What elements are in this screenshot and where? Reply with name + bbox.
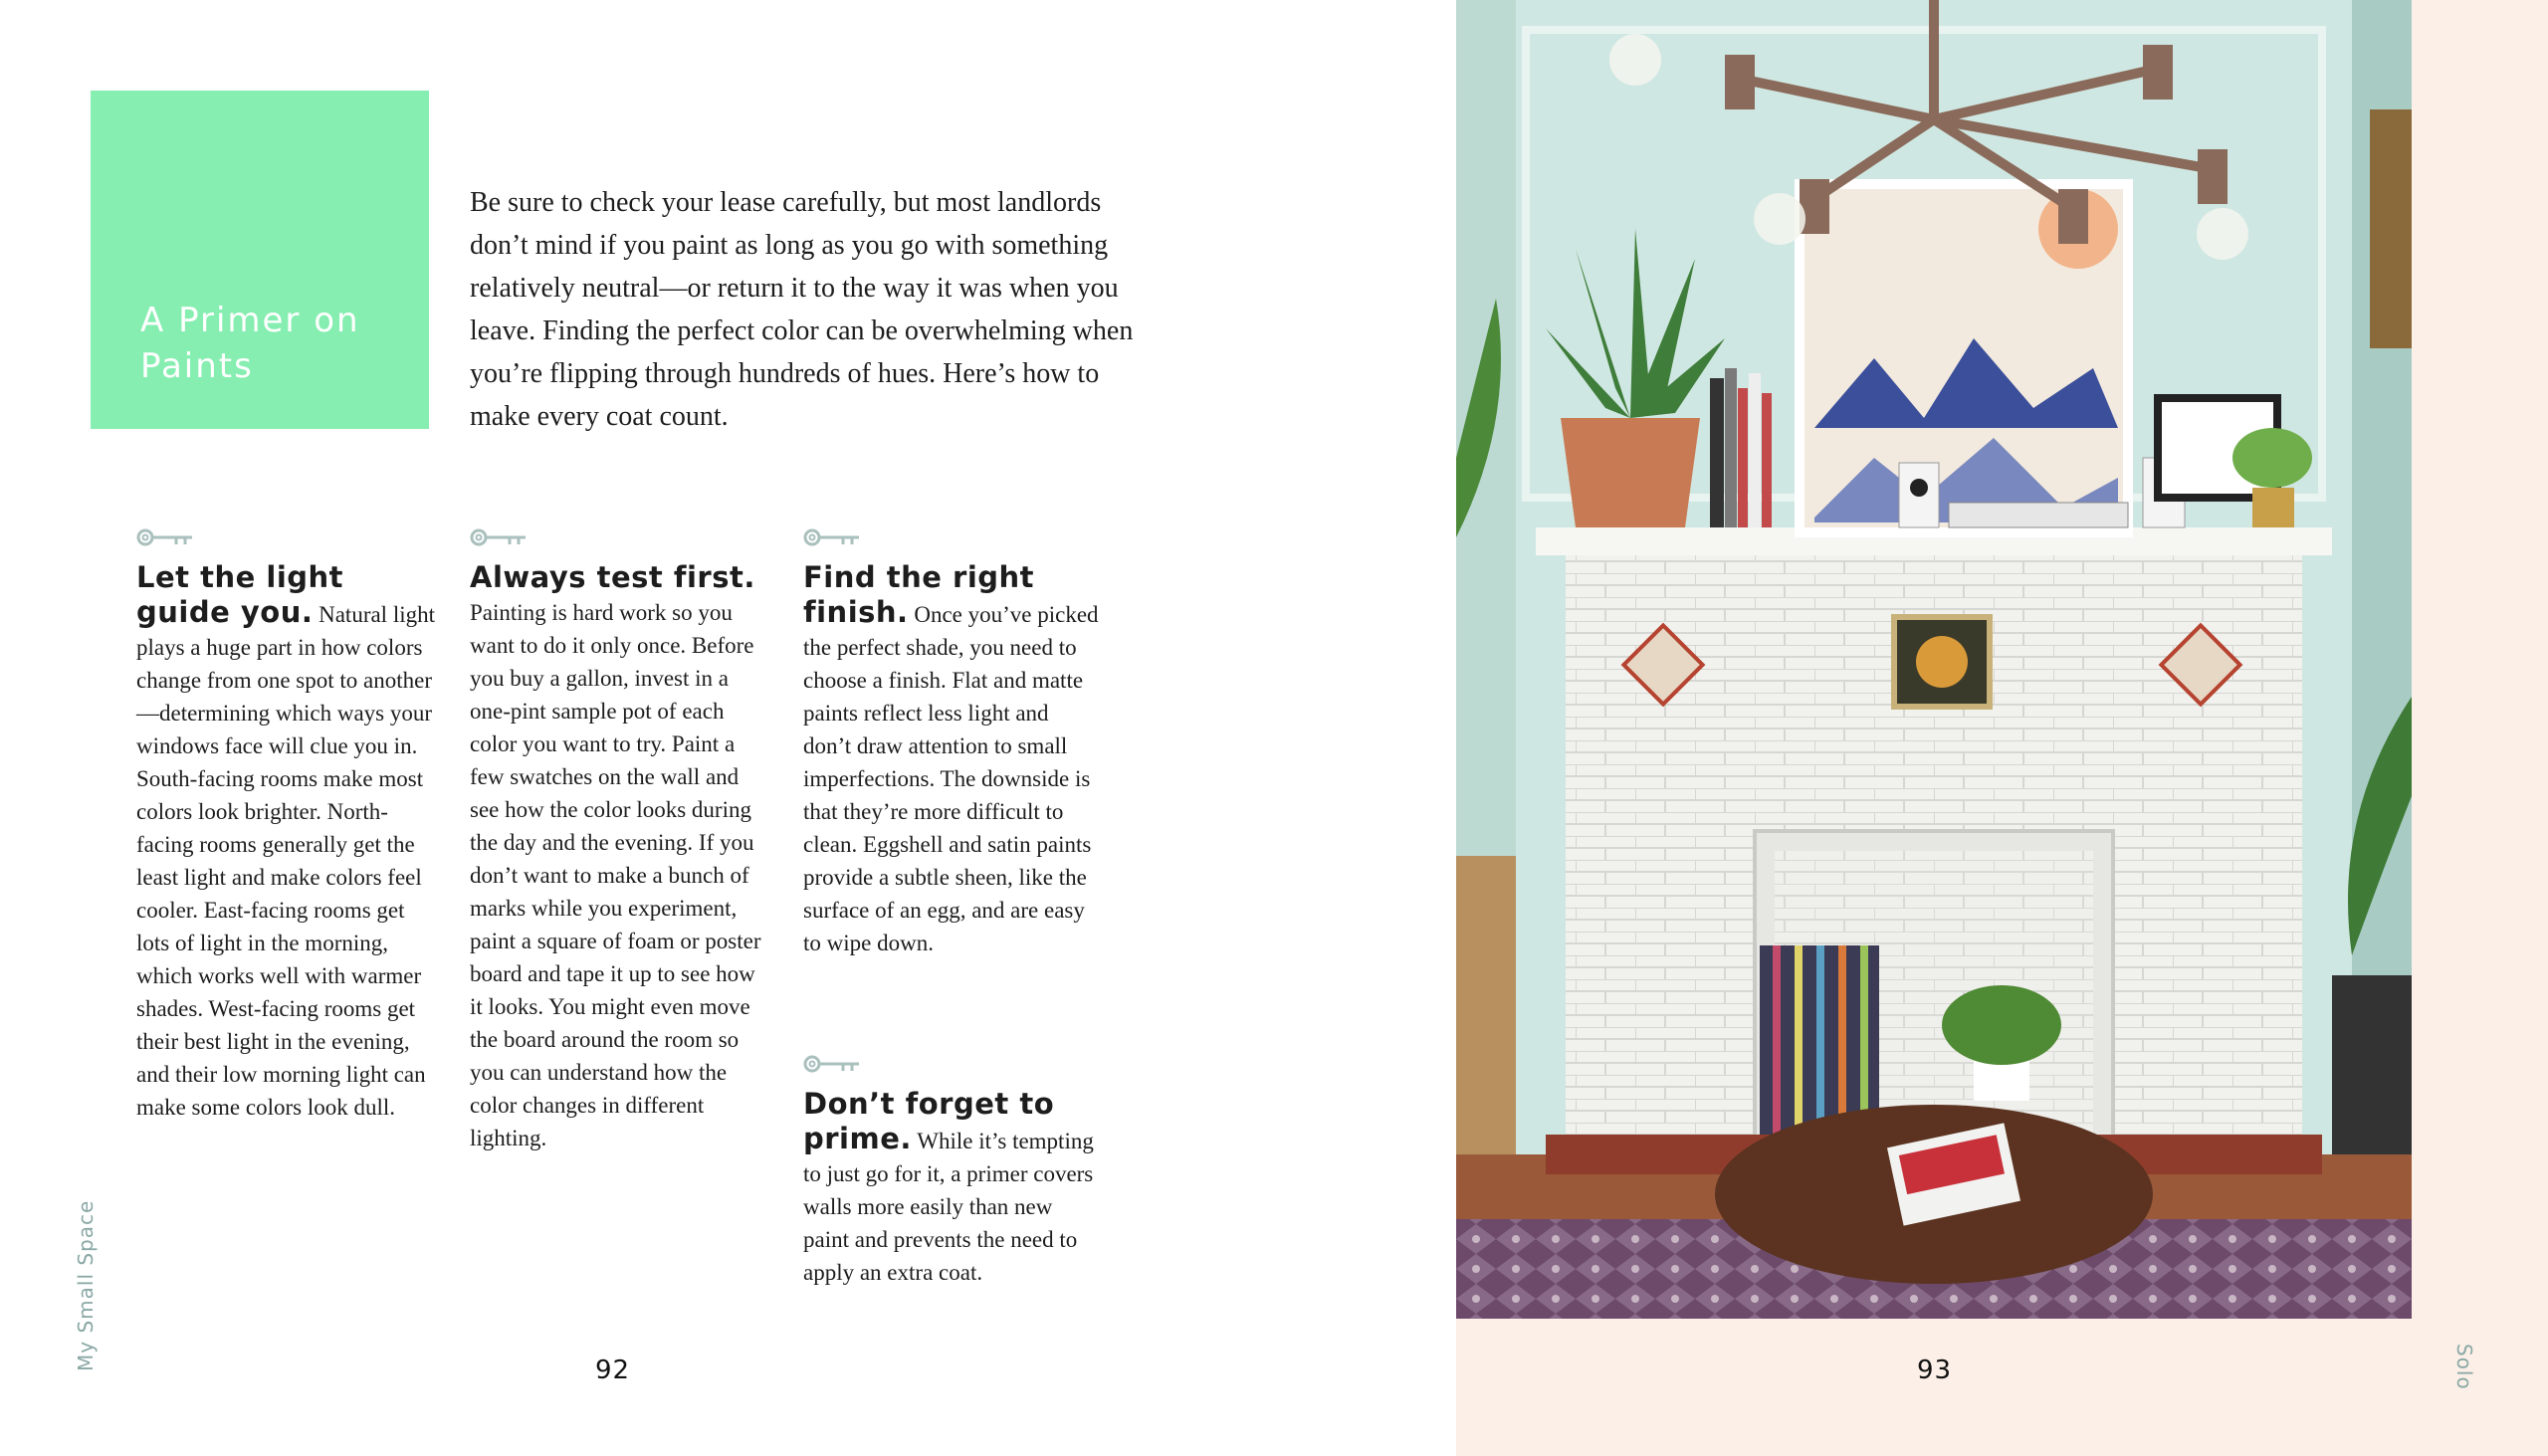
key-icon — [803, 1052, 861, 1076]
key-icon — [136, 525, 194, 549]
tip-light — [136, 525, 435, 1124]
running-head-right: Solo — [2452, 1344, 2476, 1390]
tip-text — [470, 561, 768, 1154]
tip-prime — [803, 1052, 1102, 1289]
intro-paragraph: Be sure to check your lease carefully, but most landlords don’t mind if you paint as long as you go with something relatively neutral—or return it to the way it was when you leave. Finding the perfect color can be overwhelming when you’re flipping through hundreds of hues. Here’s how to make every coat count. — [470, 187, 1134, 432]
tip-heading: Don’t forget to prime. — [803, 1087, 1055, 1155]
tip-body: While it’s tempting to just go for it, a primer covers walls more easily than new paint and prevents the need to apply an extra coat. — [803, 1129, 1094, 1285]
tip-finish — [803, 525, 1102, 959]
tip-test — [470, 525, 768, 1154]
running-head-left: My Small Space — [74, 1199, 98, 1371]
tip-body: Natural light plays a huge part in how colors change from one spot to another—determining which ways your windows face will clue you in. South-facing rooms make most colors look brighter. North-facing rooms generally get the least light and make colors feel cooler. East-facing rooms get lots of light in the morning, which works well with warmer shades. West-facing rooms get their best light in the evening, and their low morning light can make some colors look dull. — [136, 602, 435, 1120]
tip-heading: Always test first. — [470, 560, 755, 594]
page-number-right: 93 — [1917, 1355, 1953, 1385]
tip-heading: Let the light guide you. — [136, 560, 344, 629]
tip-heading: Find the right finish. — [803, 560, 1035, 629]
title-box — [91, 91, 429, 429]
tip-text — [803, 561, 1102, 959]
tip-body: Once you’ve picked the perfect shade, you need to choose a finish. Flat and matte paints reflect less light and don’t draw attention to small imperfections. The downside is that they’re more difficult to clean. Eggshell and satin paints provide a subtle sheen, like the surface of an egg, and are easy to wipe down. — [803, 602, 1099, 955]
tip-text — [136, 561, 435, 1124]
key-icon — [470, 525, 528, 549]
page-title: A Primer on Paints — [140, 301, 360, 386]
fireplace-photo — [1456, 0, 2412, 1319]
tip-text — [803, 1088, 1102, 1289]
tip-body: Painting is hard work so you want to do it only once. Before you buy a gallon, invest in a one-pint sample pot of each color you want to try. Paint a few swatches on the wall and see how the color looks during the day and the evening. If you don’t want to make a bunch of marks while you experiment, paint a square of foam or poster board and tape it up to see how it looks. You might even move the board around the room so you can understand how the color changes in different lighting. — [470, 600, 761, 1150]
page-number-left: 92 — [595, 1355, 631, 1385]
key-icon — [803, 525, 861, 549]
